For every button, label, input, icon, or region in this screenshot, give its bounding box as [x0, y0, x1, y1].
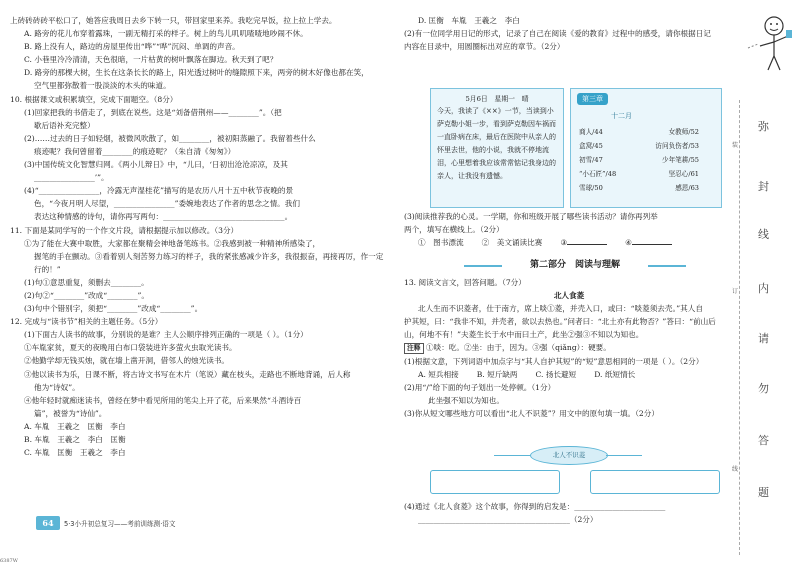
binding-label: 线	[732, 466, 739, 473]
strip-char: 线	[758, 228, 769, 241]
chapter-item[interactable]: 商人/44	[579, 128, 603, 136]
strip-char: 答	[758, 434, 769, 447]
sub2-sentence[interactable]: 此坐强不知以为知也。	[428, 395, 504, 405]
chapter-item[interactable]: 少年笔耕/55	[662, 156, 699, 164]
text-line: (2)有一位同学用日记的形式，记录了自己在阅读《爱的教育》过程中的感受，请你根据日记	[404, 29, 711, 39]
note-label: 注释	[404, 343, 424, 354]
sub-question-1: (1)根据文意，下列词语中加点字与“其人自护其短”的“短”意思相同的一项是（ ）。（2分）	[404, 356, 704, 366]
activity-list	[404, 236, 734, 249]
activity-3[interactable]	[560, 236, 607, 249]
answer-option-d[interactable]: D. 匡衡 车胤 王羲之 李白	[418, 16, 520, 25]
chapter-item[interactable]: 坚忍心/61	[668, 170, 699, 178]
option-text: 王羲之 匡衡 李白	[57, 421, 126, 431]
chapter-row	[579, 181, 699, 195]
question-4-block	[404, 500, 734, 526]
binding-strip	[742, 0, 800, 574]
activity-4[interactable]	[625, 236, 672, 249]
sub-question-4[interactable]: (4)通过《北人食菱》这个故事，你得到的启发是：________________________	[404, 502, 666, 511]
question-11: 11. 下面是某同学写的一个作文片段，请根据提示加以修改。（3分）	[10, 225, 239, 235]
text-line: ②他勤学却无钱买烛，就在墙上凿开洞，借邻人的烛光读书。	[24, 356, 230, 366]
diary-body: 今天，我读了《××》一节，当读到小萨克勒小姐一步，看到萨克勒因车祸而一直卧病在床，最后在医院中从亲人的怀里去世，他的小说，我就不停地流泪，心里想着我应该常常惦记我身边的亲人，让我没有遗憾。	[437, 107, 556, 180]
text-line: 表达这种情感的诗句，请你再写两句：________________________________。	[34, 212, 293, 222]
strip-char: 请	[758, 332, 769, 345]
option-d[interactable]: D. 纸短情长	[594, 369, 636, 379]
option-label: A. 车胤	[24, 421, 50, 431]
option-line: C. 小巷里冷冷清清，天色很暗，一片枯黄的树叶飘落在脚边。秋天到了吧？	[24, 55, 278, 65]
chapter-row	[579, 125, 699, 139]
question-12: 12. 完成与“读书节”相关的主题任务。（5分）	[10, 317, 163, 327]
binding-label: 装	[732, 142, 739, 149]
chapter-row	[579, 167, 699, 181]
note-text: ①啖：吃。②坐：由于，因为。③强（qiǎng）：硬要。	[426, 343, 611, 353]
option-label: C. 车胤	[24, 448, 50, 458]
answer-option-c[interactable]	[10, 446, 392, 459]
text-line: (1)句①意思重复，须删去________。	[24, 277, 149, 287]
page-number: 64	[36, 516, 60, 530]
chapter-item[interactable]: 女教师/52	[668, 128, 699, 136]
text-line: 两个，填写在横线上。（2分）	[404, 225, 504, 235]
chapter-item[interactable]: 访问负伤者/53	[655, 142, 699, 150]
option-line: B. 路上没有人，路边的房屋里传出“哗”“哗”沉闷、单调的声音。	[24, 42, 240, 52]
option-line: 空气里都弥散着一股淡淡的木头的味道。	[34, 81, 171, 91]
section-heading: 第二部分 阅读与理解	[470, 258, 680, 272]
diary-header: 5月6日 星期一 晴	[465, 95, 529, 103]
chapter-title: 第三章	[577, 93, 608, 105]
text-line: 歇后语补充完整）	[34, 120, 95, 130]
activity-1: ① 图书漂流	[418, 238, 464, 248]
chapter-row	[579, 139, 699, 153]
text-line: (3)中国传统文化智慧归网。《两小儿辩日》中，“儿曰，‘日初出沧沧凉凉，及其	[24, 160, 288, 170]
left-column	[10, 14, 392, 459]
seal-line	[739, 100, 740, 555]
diary-box	[430, 88, 564, 208]
question-13-block	[404, 276, 734, 420]
right-column	[404, 14, 734, 53]
chapter-item[interactable]: 雪球/50	[579, 184, 603, 192]
activity-3-label: ③	[560, 238, 568, 248]
passage-title: 北人食菱	[553, 291, 585, 301]
mindmap-connector	[606, 455, 642, 456]
mindmap-center: 北人不识菱	[530, 446, 608, 465]
text-line: 篇”，被誉为“诗仙”。	[34, 408, 107, 418]
activity-2: ② 美文诵读比赛	[481, 238, 543, 248]
chapter-item[interactable]: “小石匠”/48	[579, 170, 617, 178]
question-13: 13. 阅读文言文，回答问题。（7分）	[404, 278, 526, 287]
text-line: 握笔的手在颤动。③看着别人刻苦努力练习的样子，我的紧张感减少许多，我很振奋，再接再厉，作一定	[34, 251, 384, 261]
text-line: ________________’”。	[34, 173, 109, 183]
chapter-row	[579, 153, 699, 167]
activity-4-label: ④	[625, 238, 632, 248]
chapter-list	[579, 125, 699, 195]
answer-blank[interactable]	[567, 236, 607, 245]
sub-question-3: (3)你从短文哪些地方可以看出“北人不识菱”？用文中的原句填一填。（2分）	[404, 408, 659, 418]
strip-char: 勿	[758, 382, 769, 395]
strip-char: 封	[758, 180, 769, 193]
text-line: ①为了能在大赛中取胜，大家都在聚精会神地备笔练书。②我感到被一种精神所感染了，	[24, 238, 321, 248]
option-label: B. 车胤	[24, 435, 50, 444]
binding-label: 订	[732, 288, 739, 295]
chapter-toc-box	[570, 88, 722, 208]
note-line	[404, 341, 734, 354]
text-line: 内容在目录中，用圆圈标出对应的章节。（2分）	[404, 42, 565, 52]
sub1-options	[404, 368, 734, 381]
strip-char: 弥	[758, 120, 769, 133]
option-b[interactable]: B. 短斤缺两	[476, 369, 518, 379]
text-line: (1)下面古人读书的故事，分别说的是谁？主人公顺序排列正确的一项是（ ）。（1分）	[24, 330, 308, 340]
chapter-item[interactable]: 感恩/63	[675, 184, 699, 192]
question-3-block	[404, 210, 734, 249]
answer-line[interactable]: ________________________________________（2分）	[418, 515, 598, 525]
mindmap-connector	[494, 455, 530, 456]
option-c[interactable]: C. 扬长避短	[535, 369, 577, 379]
passage-line: 山，何地不有！”夫菱生长于水中而曰土产，此坐②强③不知以为知也。	[404, 330, 644, 340]
text-line: (4)“________________，冷露无声湿桂花”描写的是农历八月十五中秋节夜晚的景	[24, 186, 294, 196]
corner-code: 6387W	[0, 558, 18, 564]
option-a[interactable]: A. 短兵相接	[418, 369, 459, 379]
chapter-item[interactable]: 初雪/47	[579, 156, 603, 164]
option-line: D. 路旁的那棵大树，生长在这条长长的路上，阳光透过树叶的缝隙照下来，两旁的树木好像也都在笑，	[24, 68, 369, 78]
chapter-month: 十二月	[611, 112, 632, 120]
text-line: 色，“今夜月明人尽望，________________”委婉地表达了作者的思念之情。我们	[34, 199, 300, 209]
strip-char: 内	[758, 282, 769, 295]
text-line: 行的！”	[34, 264, 61, 274]
text-line: (1)回家把我的书借走了，到底在说些。这是“刘备借荆州——________”。（把	[24, 107, 282, 117]
answer-option-a[interactable]	[10, 420, 392, 433]
text-line: 他为“诗奴”。	[34, 382, 80, 392]
sub-question-2: (2)用“/”给下面的句子划出一处停顿。（1分）	[404, 382, 556, 392]
text-line: (2)句②“________”改成“________”。	[24, 290, 150, 300]
option-text: 匡衡 王羲之 李白	[57, 448, 126, 458]
text-line: 痕迹呢？我何曾留着________的痕迹呢？（朱自清《匆匆》）	[34, 146, 236, 156]
text-line: ④他年轻时就痴迷读书，曾经在梦中看见所用的笔尖上开了花，后来果然“斗酒诗百	[24, 395, 302, 405]
option-line: A. 路旁的花儿布穿着露珠，一副无精打采的样子。树上的鸟儿叽叽喳喳地吵闹不休。	[24, 29, 308, 39]
strip-char: 题	[758, 486, 769, 499]
text-line: (3)句中个错别字，须把“________”改成“________”。	[24, 304, 203, 314]
text-line: ①车胤家贫，夏天的夜晚用白布口袋装进许多萤火虫取光读书。	[24, 343, 237, 353]
option-text: 王羲之 李白 匡衡	[57, 435, 126, 444]
text-line: (3)阅读推荐我的心灵。一学期，你和班级开展了哪些读书活动？请你再列举	[404, 212, 658, 221]
chapter-item[interactable]: 盒窝/45	[579, 142, 603, 150]
mindmap-answer-box-left[interactable]	[430, 470, 560, 494]
passage-line: 护其短，曰：“我非不知，并壳者，欲以去热也。”问者曰：“北土亦有此物否？”答曰：“前山后	[404, 317, 716, 327]
text-line: (2)……过去的日子如轻烟，被微风吹散了，如________，被初阳蒸融了。我留着些什么	[24, 133, 316, 143]
mindmap-answer-box-right[interactable]	[590, 470, 720, 494]
question-10: 10. 根据课文或积累填空，完成下面题空。（8分）	[10, 94, 178, 104]
footer-title: 5·3小升初总复习——考前训练测·语文	[64, 520, 176, 528]
text-line: ③他以读书为乐，日课不断，将古诗文书写在木片（笔说）藏在枝头，走路也不断地背诵，后人称	[24, 369, 351, 379]
text-line: 上砖砖砖砖平松口了，她答应我周日去乡下转一只，带回家里来养。我吃完早饭，拉上拉上学去。	[10, 16, 337, 25]
answer-blank[interactable]	[632, 236, 672, 245]
answer-option-b[interactable]	[10, 433, 392, 446]
passage-line: 北人生而不识菱者，仕于南方，席上啖①菱，并壳入口，或曰：“啖菱须去壳。”其人自	[418, 304, 703, 314]
